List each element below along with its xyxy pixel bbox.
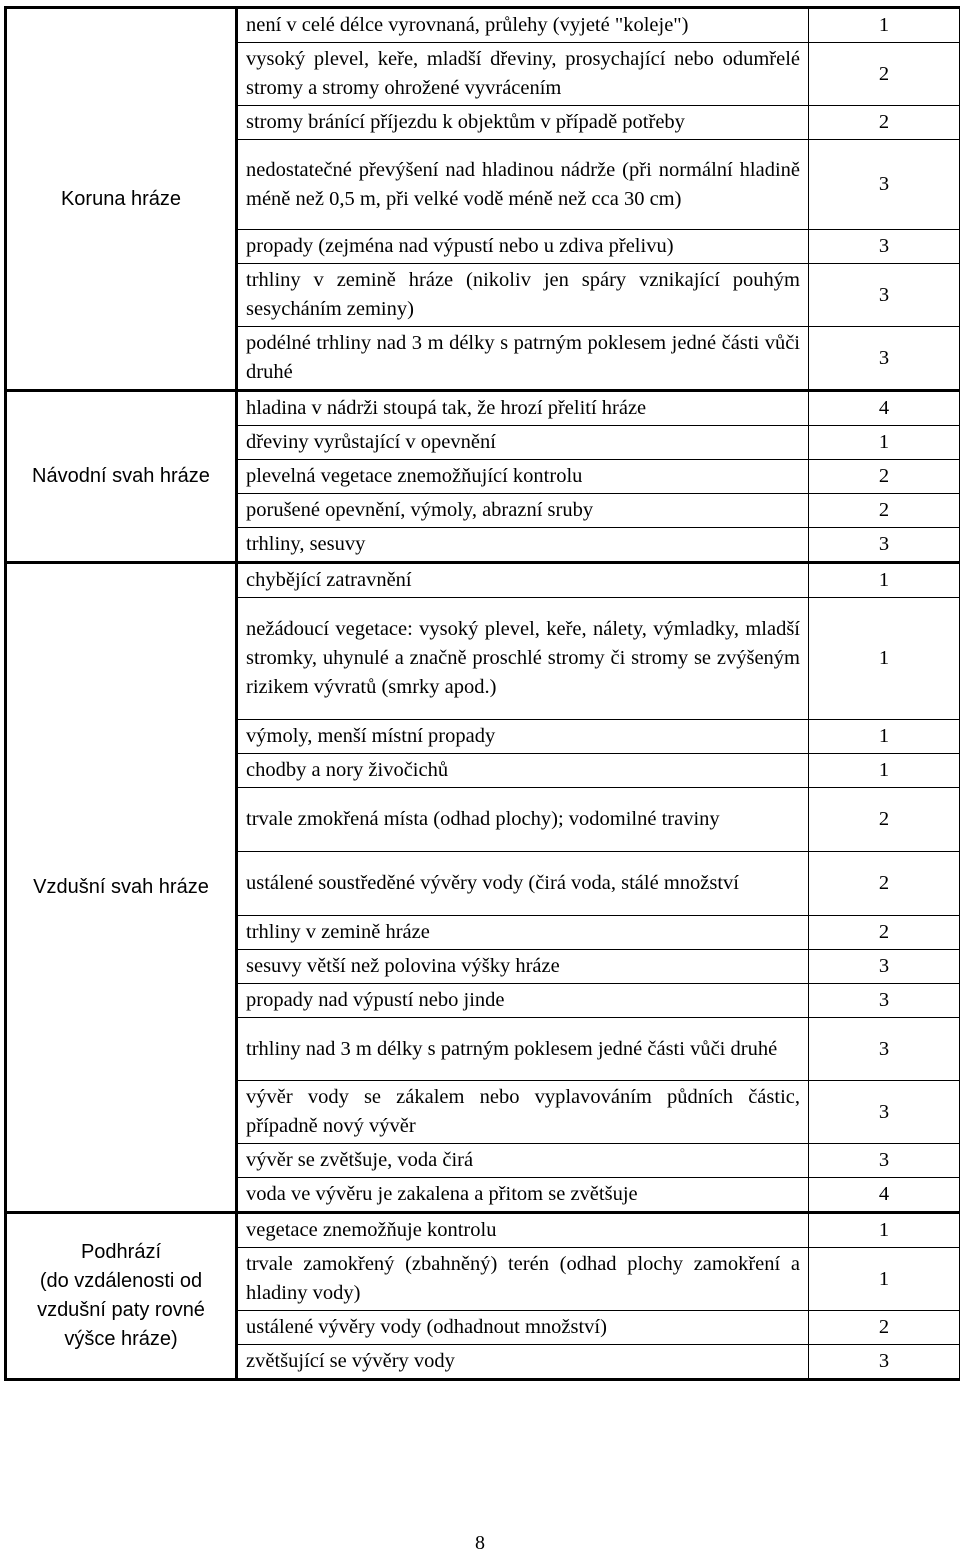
table-row	[6, 8, 960, 43]
defect-description: propady (zejména nad výpustí nebo u zdiva přelivu)	[237, 230, 809, 264]
category-koruna-hraze: Koruna hráze	[6, 8, 237, 391]
defect-score: 2	[809, 460, 960, 494]
defect-score: 1	[809, 426, 960, 460]
defect-description: trhliny v zemině hráze	[237, 916, 809, 950]
table-row	[6, 563, 960, 598]
defect-score: 3	[809, 528, 960, 563]
defect-description: vývěr se zvětšuje, voda čirá	[237, 1144, 809, 1178]
defect-score: 4	[809, 1178, 960, 1213]
defect-description: výmoly, menší místní propady	[237, 720, 809, 754]
defect-score: 3	[809, 230, 960, 264]
defect-score: 2	[809, 916, 960, 950]
defect-score: 1	[809, 1248, 960, 1311]
defect-description: trvale zamokřený (zbahněný) terén (odhad plochy zamokření a hladiny vody)	[237, 1248, 809, 1311]
defect-description: stromy bránící příjezdu k objektům v případě potřeby	[237, 106, 809, 140]
table-row	[6, 1213, 960, 1248]
defect-score: 1	[809, 8, 960, 43]
defect-score: 1	[809, 563, 960, 598]
defect-score: 2	[809, 1311, 960, 1345]
category-navodni-svah-hraze: Návodní svah hráze	[6, 391, 237, 563]
defect-description: dřeviny vyrůstající v opevnění	[237, 426, 809, 460]
defect-description: voda ve vývěru je zakalena a přitom se zvětšuje	[237, 1178, 809, 1213]
defect-description: trhliny v zemině hráze (nikoliv jen spáry vznikající pouhým sesycháním zeminy)	[237, 264, 809, 327]
defect-description: propady nad výpustí nebo jinde	[237, 984, 809, 1018]
defect-description: trhliny nad 3 m délky s patrným poklesem jedné části vůči druhé	[237, 1018, 809, 1081]
defect-description: vývěr vody se zákalem nebo vyplavováním půdních částic, případně nový vývěr	[237, 1081, 809, 1144]
defect-score: 3	[809, 1081, 960, 1144]
defect-score: 2	[809, 43, 960, 106]
defect-description: nedostatečné převýšení nad hladinou nádrže (při normální hladině méně než 0,5 m, při velké vodě méně než cca 30 cm)	[237, 140, 809, 230]
defect-score: 2	[809, 106, 960, 140]
defect-score: 4	[809, 391, 960, 426]
defect-score: 3	[809, 1144, 960, 1178]
defect-description: trhliny, sesuvy	[237, 528, 809, 563]
defect-score: 3	[809, 1345, 960, 1380]
page-number: 8	[475, 1532, 485, 1554]
defect-description: trvale zmokřená místa (odhad plochy); vodomilné traviny	[237, 788, 809, 852]
defect-score: 2	[809, 494, 960, 528]
section-vzdusni-svah	[6, 563, 960, 1213]
defect-description: hladina v nádrži stoupá tak, že hrozí přelití hráze	[237, 391, 809, 426]
defect-score: 3	[809, 984, 960, 1018]
defect-score: 3	[809, 264, 960, 327]
section-koruna	[6, 8, 960, 391]
defect-score: 3	[809, 950, 960, 984]
defect-description: porušené opevnění, výmoly, abrazní sruby	[237, 494, 809, 528]
section-navodni-svah	[6, 391, 960, 563]
defect-description: není v celé délce vyrovnaná, průlehy (vyjeté "koleje")	[237, 8, 809, 43]
section-podhrazi	[6, 1213, 960, 1380]
defect-score: 3	[809, 327, 960, 391]
defect-score: 1	[809, 1213, 960, 1248]
defect-description: vysoký plevel, keře, mladší dřeviny, prosychající nebo odumřelé stromy a stromy ohrožené vyvrácením	[237, 43, 809, 106]
category-vzdusni-svah-hraze: Vzdušní svah hráze	[6, 563, 237, 1213]
defect-description: sesuvy větší než polovina výšky hráze	[237, 950, 809, 984]
defect-description: podélné trhliny nad 3 m délky s patrným poklesem jedné části vůči druhé	[237, 327, 809, 391]
defect-score: 3	[809, 1018, 960, 1081]
defect-score: 2	[809, 852, 960, 916]
defect-score: 2	[809, 788, 960, 852]
defect-description: ustálené soustředěné vývěry vody (čirá voda, stálé množství	[237, 852, 809, 916]
defect-description: zvětšující se vývěry vody	[237, 1345, 809, 1380]
defects-table	[4, 6, 960, 1381]
table-row	[6, 391, 960, 426]
defect-description: nežádoucí vegetace: vysoký plevel, keře, nálety, výmladky, mladší stromky, uhynulé a značně proschlé stromy či stromy se zvýšeným rizikem vývratů (smrky apod.)	[237, 598, 809, 720]
defect-score: 1	[809, 720, 960, 754]
defect-description: vegetace znemožňuje kontrolu	[237, 1213, 809, 1248]
defect-score: 1	[809, 598, 960, 720]
category-podhrazi: Podhrází (do vzdálenosti od vzdušní paty rovné výšce hráze)	[6, 1213, 237, 1380]
defect-description: plevelná vegetace znemožňující kontrolu	[237, 460, 809, 494]
defect-score: 1	[809, 754, 960, 788]
defect-description: ustálené vývěry vody (odhadnout množství)	[237, 1311, 809, 1345]
defect-description: chodby a nory živočichů	[237, 754, 809, 788]
defect-score: 3	[809, 140, 960, 230]
defect-description: chybějící zatravnění	[237, 563, 809, 598]
